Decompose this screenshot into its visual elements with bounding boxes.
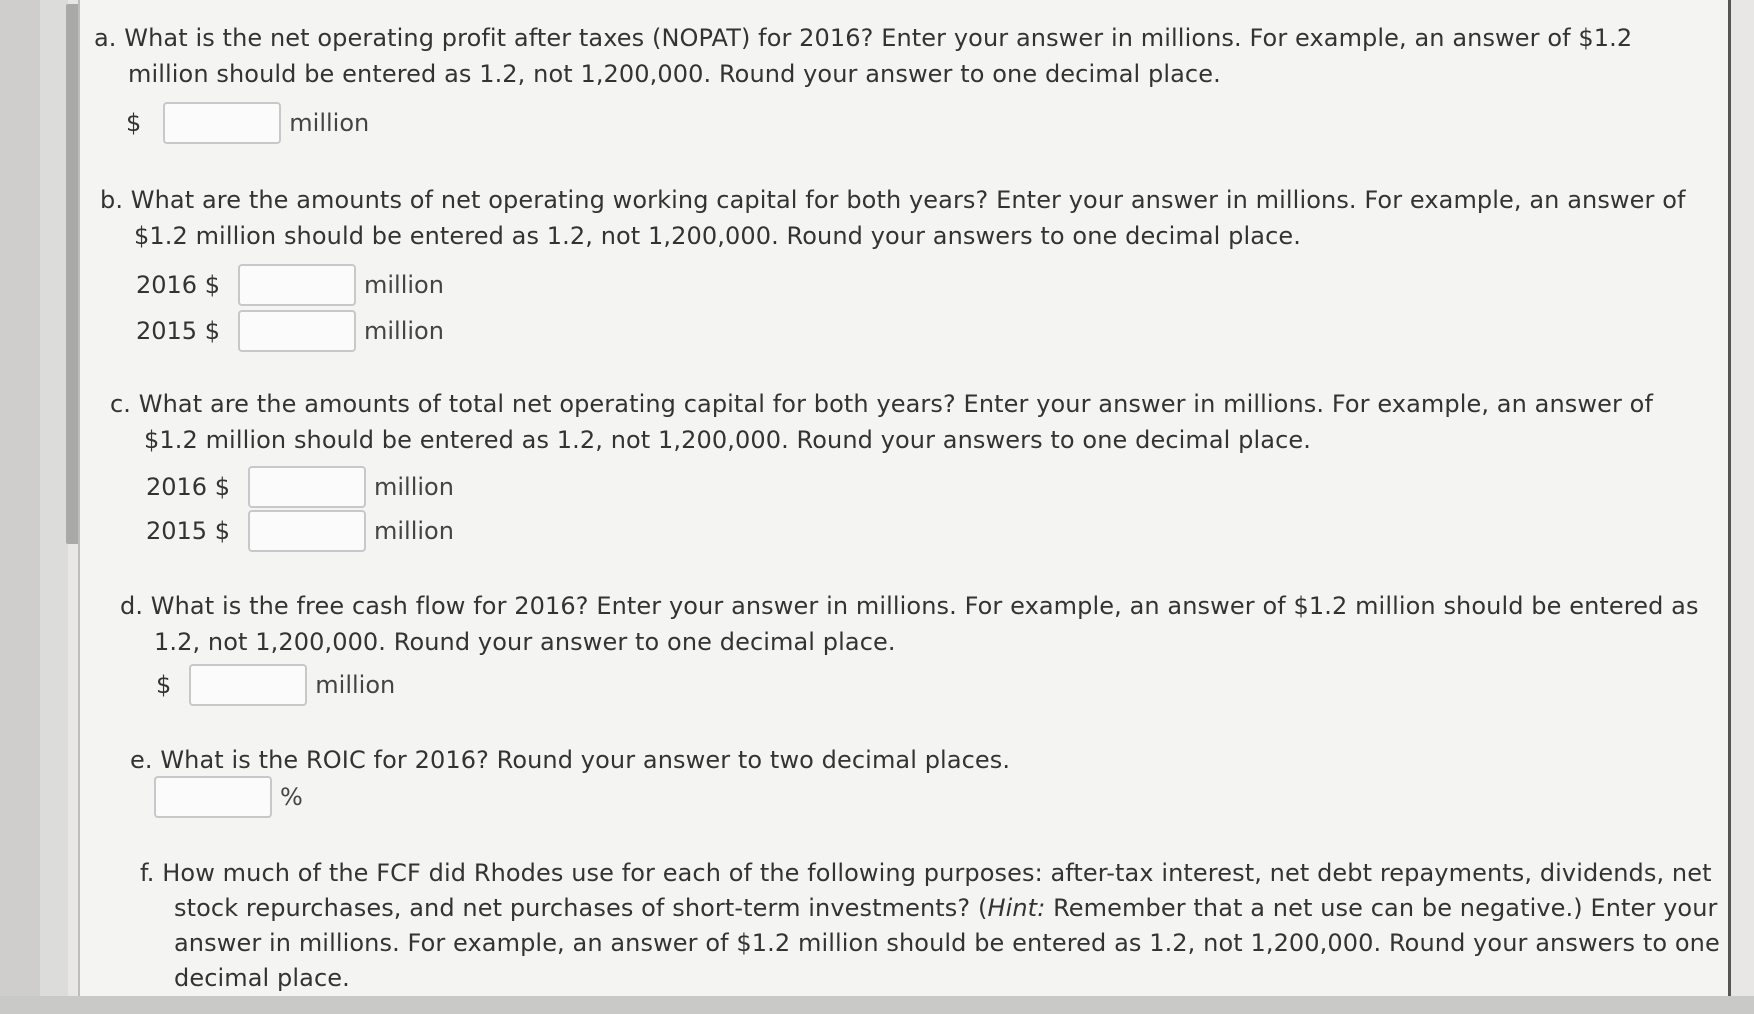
tnoc-2016-input[interactable]: [248, 466, 366, 508]
answer-row-c-2016: [146, 466, 454, 508]
unit-label: million: [289, 109, 370, 137]
question-b-text-1: b. What are the amounts of net operating working capital for both years? Enter your answer in millions. For example, an answer of: [100, 186, 1686, 214]
left-margin: [0, 0, 40, 1014]
nowc-2016-input[interactable]: [238, 264, 356, 306]
question-panel: [78, 0, 1731, 996]
question-d: [120, 588, 1699, 660]
fcf-input[interactable]: [189, 664, 307, 706]
question-b: [100, 182, 1686, 254]
tnoc-2015-input[interactable]: [248, 510, 366, 552]
question-f: [140, 856, 1720, 996]
question-d-text-1: d. What is the free cash flow for 2016? Enter your answer in millions. For example, an answer of $1.2 million should be entered as: [120, 592, 1699, 620]
nowc-2015-input[interactable]: [238, 310, 356, 352]
year-label-2015: 2015 $: [136, 317, 220, 345]
year-label-2015: 2015 $: [146, 517, 230, 545]
question-f-text-2b: Remember that a net use can be negative.) Enter your: [1045, 894, 1718, 922]
question-e-text-1: e. What is the ROIC for 2016? Round your answer to two decimal places.: [130, 746, 1011, 774]
roic-input[interactable]: [154, 776, 272, 818]
answer-row-b-2016: [136, 264, 444, 306]
answer-row-e: [154, 776, 303, 818]
percent-label: %: [280, 783, 303, 811]
answer-row-d: [156, 664, 395, 706]
question-f-text-4: decimal place.: [174, 964, 350, 992]
answer-row-a: [126, 102, 369, 144]
nopat-input[interactable]: [163, 102, 281, 144]
year-label-2016: 2016 $: [146, 473, 230, 501]
unit-label: million: [315, 671, 396, 699]
hint-label: Hint:: [987, 894, 1046, 922]
scrollbar-track[interactable]: [40, 0, 68, 1014]
unit-label: million: [363, 271, 444, 299]
unit-label: million: [373, 517, 454, 545]
question-a-text-2: million should be entered as 1.2, not 1,200,000. Round your answer to one decimal place.: [128, 60, 1221, 88]
question-e: [130, 742, 1010, 778]
question-b-text-2: $1.2 million should be entered as 1.2, not 1,200,000. Round your answers to one decimal place.: [134, 222, 1301, 250]
answer-row-c-2015: [146, 510, 454, 552]
question-a-text-1: a. What is the net operating profit after taxes (NOPAT) for 2016? Enter your answer in millions. For example, an answer of $1.2: [94, 24, 1633, 52]
year-label-2016: 2016 $: [136, 271, 220, 299]
question-d-text-2: 1.2, not 1,200,000. Round your answer to one decimal place.: [154, 628, 896, 656]
question-c-text-2: $1.2 million should be entered as 1.2, not 1,200,000. Round your answers to one decimal place.: [144, 426, 1311, 454]
question-f-text-2a: stock repurchases, and net purchases of short-term investments? (: [174, 894, 988, 922]
question-f-text-1: f. How much of the FCF did Rhodes use for each of the following purposes: after-tax interest, net debt repayments, dividends, net: [140, 859, 1712, 887]
question-f-text-2: [140, 891, 1720, 926]
question-f-text-3: answer in millions. For example, an answer of $1.2 million should be entered as 1.2, not 1,200,000. Round your answers to one: [174, 929, 1720, 957]
question-c: [110, 386, 1653, 458]
dollar-prefix: $: [156, 671, 172, 699]
dollar-prefix: $: [126, 109, 142, 137]
question-c-text-1: c. What are the amounts of total net operating capital for both years? Enter your answer in millions. For example, an answer of: [110, 390, 1654, 418]
question-a: [94, 20, 1632, 92]
unit-label: million: [363, 317, 444, 345]
bottom-bar: [0, 996, 1754, 1014]
answer-row-b-2015: [136, 310, 444, 352]
unit-label: million: [373, 473, 454, 501]
